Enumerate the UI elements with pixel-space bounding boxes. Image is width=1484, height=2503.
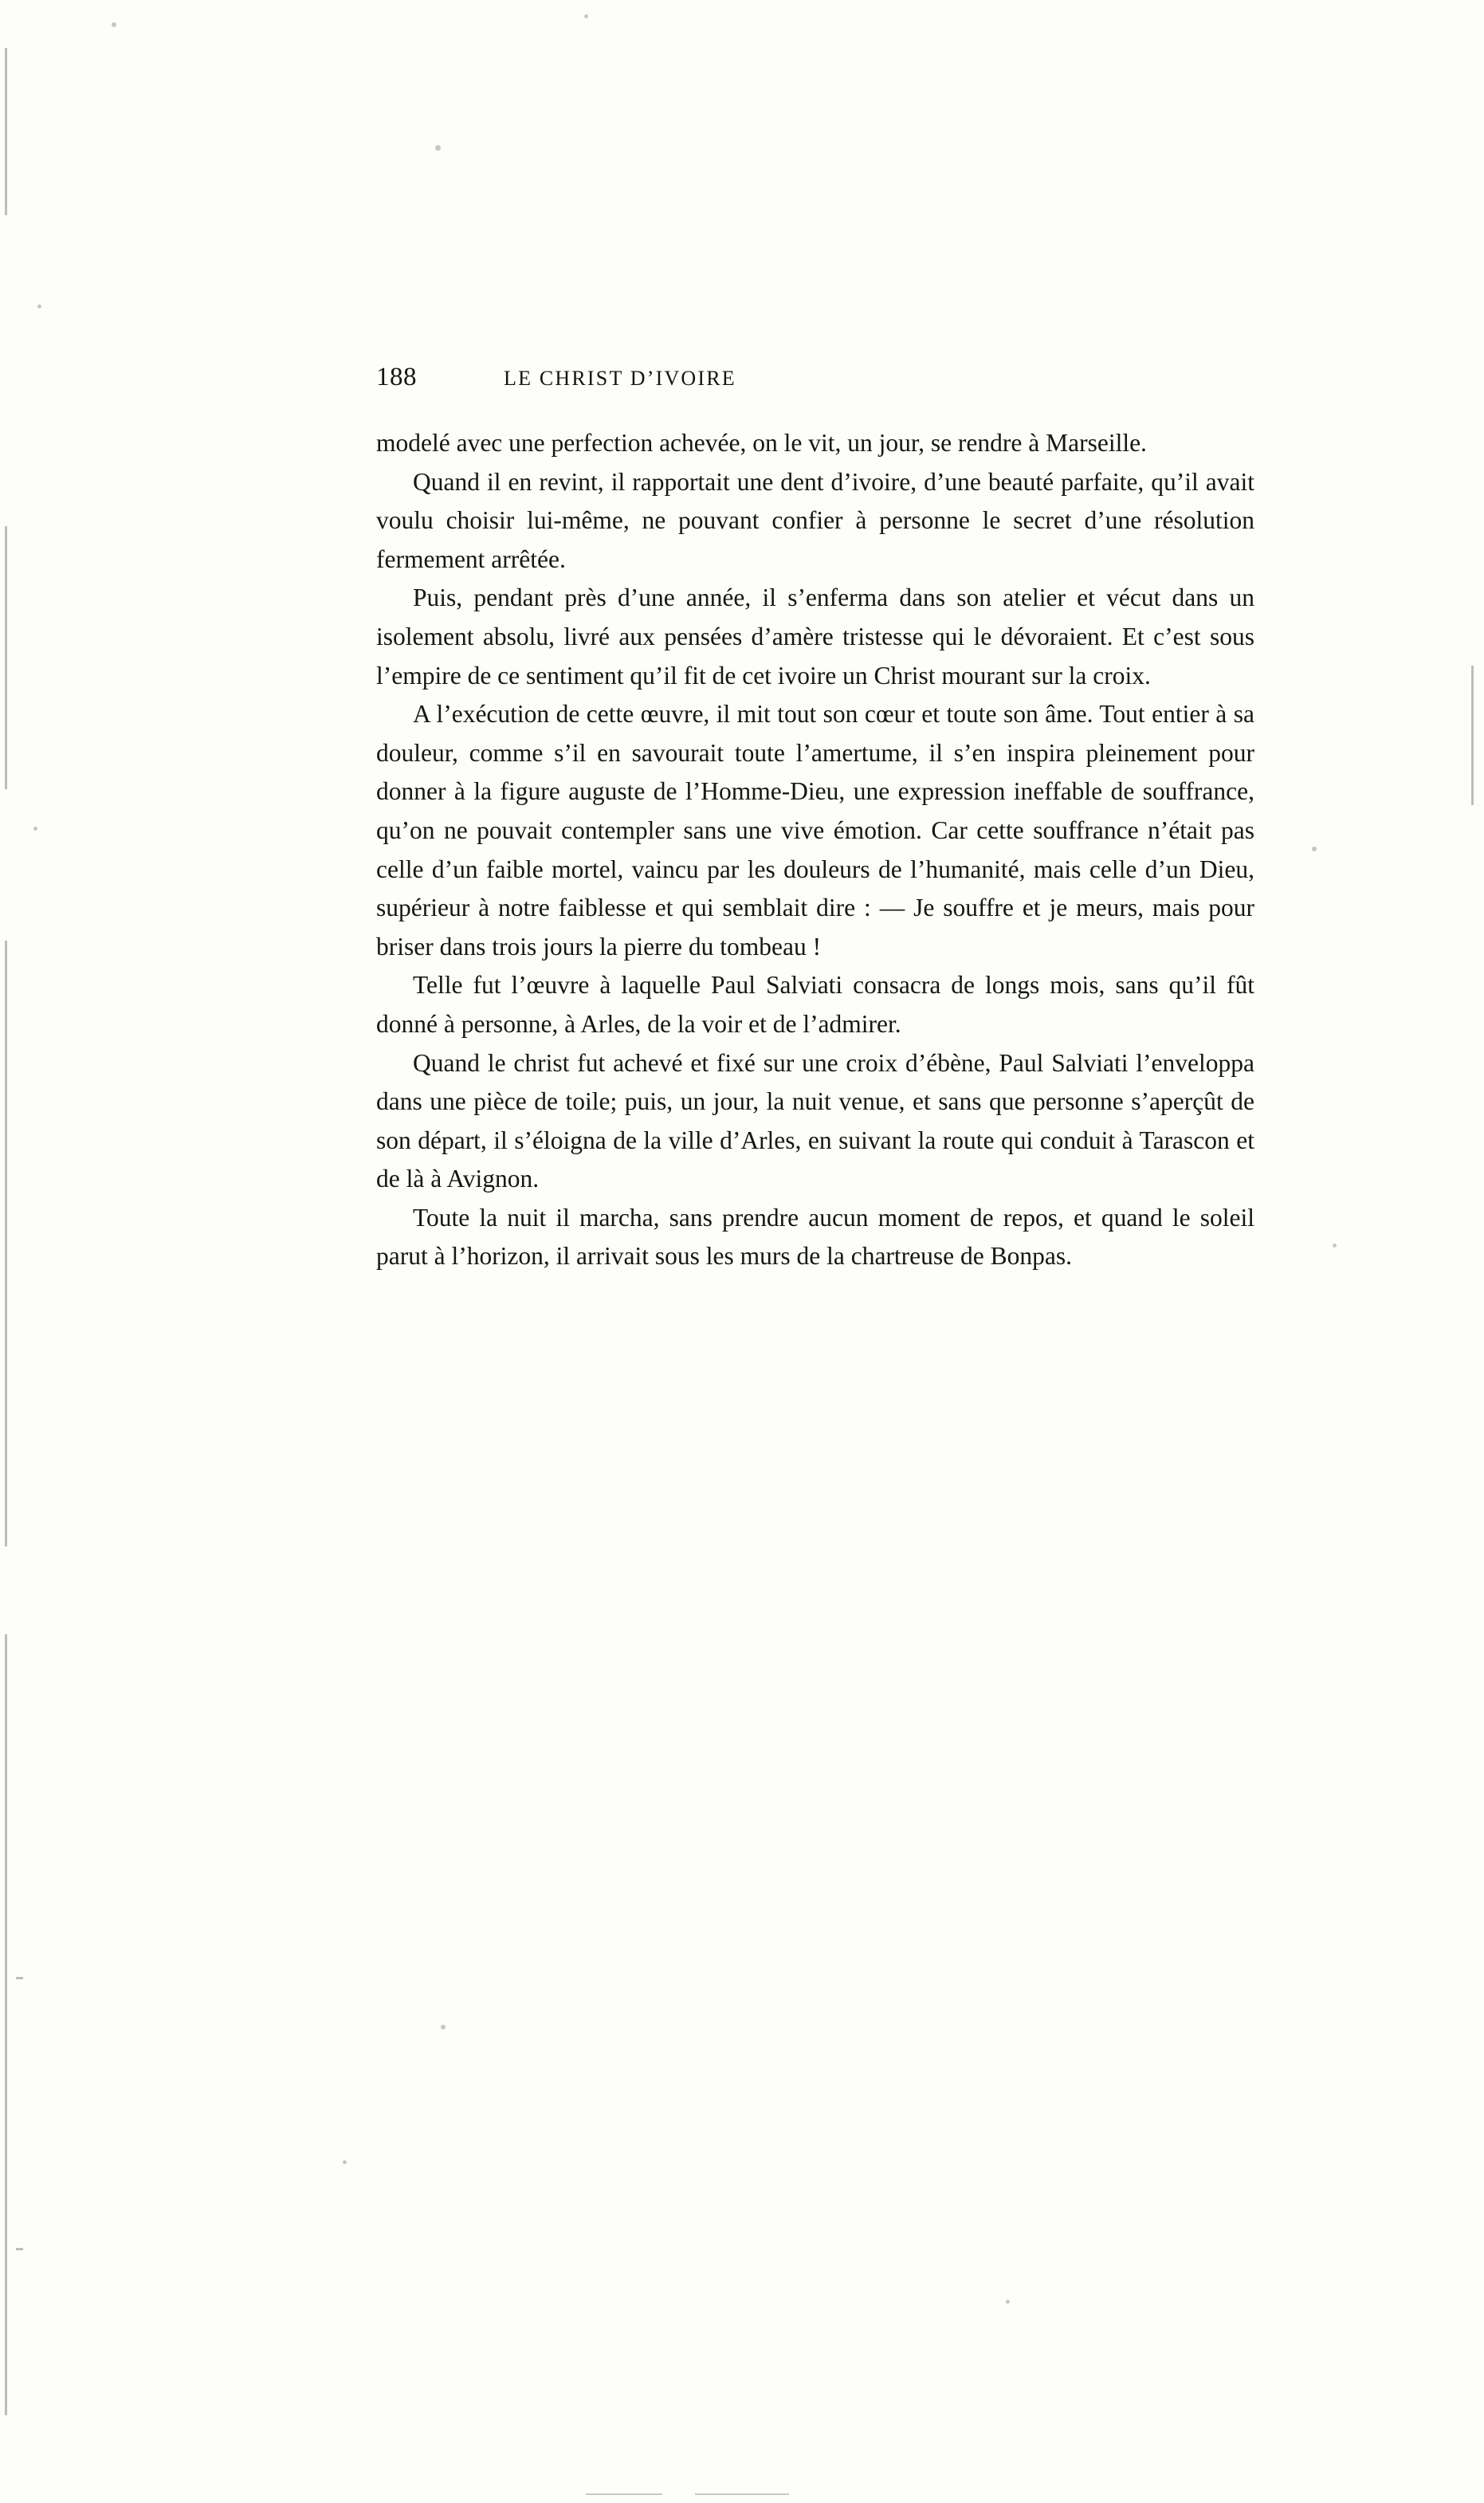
page-header [376,363,1254,392]
paragraph: Telle fut l’œuvre à laquelle Paul Salviati consacra de longs mois, sans qu’il fût donné à personne, à Arles, de la voir et de l’admirer. [376,971,1254,1038]
scan-edge-mark-left-top [5,48,7,215]
paragraph: Quand il en revint, il rapportait une dent d’ivoire, d’une beauté parfaite, qu’il avait voulu choisir lui-même, ne pouvant confier à personne le secret d’une résolution fermement arrêtée. [376,467,1254,573]
paragraph: Puis, pendant près d’une année, il s’enferma dans son atelier et vécut dans un isolement absolu, livré aux pensées d’amère tristesse qui le dévoraient. Et c’est sous l’empire de ce sentiment qu’il fit de cet ivoire un Christ mourant sur la croix. [376,584,1254,690]
paragraph: Quand le christ fut achevé et fixé sur une croix d’ébène, Paul Salviati l’enveloppa dans une pièce de toile; puis, un jour, la nuit venue, et sans que personne s’aperçût de son départ, il s’éloigna de la ville d’Arles, en suivant la route qui conduit à Tarascon et de là à Avignon. [376,1048,1254,1193]
scan-speck [112,22,116,27]
page-number: 188 [376,363,417,391]
scan-speck [1333,1244,1337,1248]
scan-bottom-rule-right [695,2493,789,2495]
paragraph: Toute la nuit il marcha, sans prendre aucun moment de repos, et quand le soleil parut à l’horizon, il arrivait sous les murs de la chartreuse de Bonpas. [376,1203,1254,1271]
scan-edge-mark-left-notch-2 [16,1977,23,1979]
scan-edge-mark-right [1471,666,1474,805]
paragraph: modelé avec une perfection achevée, on le vit, un jour, se rendre à Marseille. [376,429,1147,457]
scan-speck [343,2160,347,2164]
paragraph: A l’exécution de cette œuvre, il mit tout son cœur et toute son âme. Tout entier à sa douleur, comme s’il en savourait toute l’amertume, il s’en inspira pleinement pour donner à la figure auguste de l’Homme-Dieu, une expression ineffable de souffrance, qu’on ne pouvait contempler sans une vive émotion. Car cette souffrance n’était pas celle d’un faible mortel, vaincu par les douleurs de l’humanité, mais celle d’un Dieu, supérieur à notre faiblesse et qui semblait dire : — Je souffre et je meurs, mais pour briser dans trois jours la pierre du tombeau ! [376,700,1254,961]
scan-edge-mark-left-bottom [5,1634,7,2415]
scan-speck [1312,847,1317,851]
scan-edge-mark-left-lower [5,941,7,1546]
scan-speck [1006,2300,1010,2304]
scan-speck [441,2025,446,2030]
scan-bottom-rule-left [586,2493,662,2495]
scan-speck [435,145,441,151]
scan-speck [584,14,588,18]
scan-speck [33,827,37,831]
page-text-block [376,363,1254,1276]
scan-speck [37,305,41,308]
scan-edge-mark-left-notch [16,2248,23,2250]
running-head: LE CHRIST D’IVOIRE [504,367,736,390]
scan-edge-mark-left-mid [5,526,7,789]
